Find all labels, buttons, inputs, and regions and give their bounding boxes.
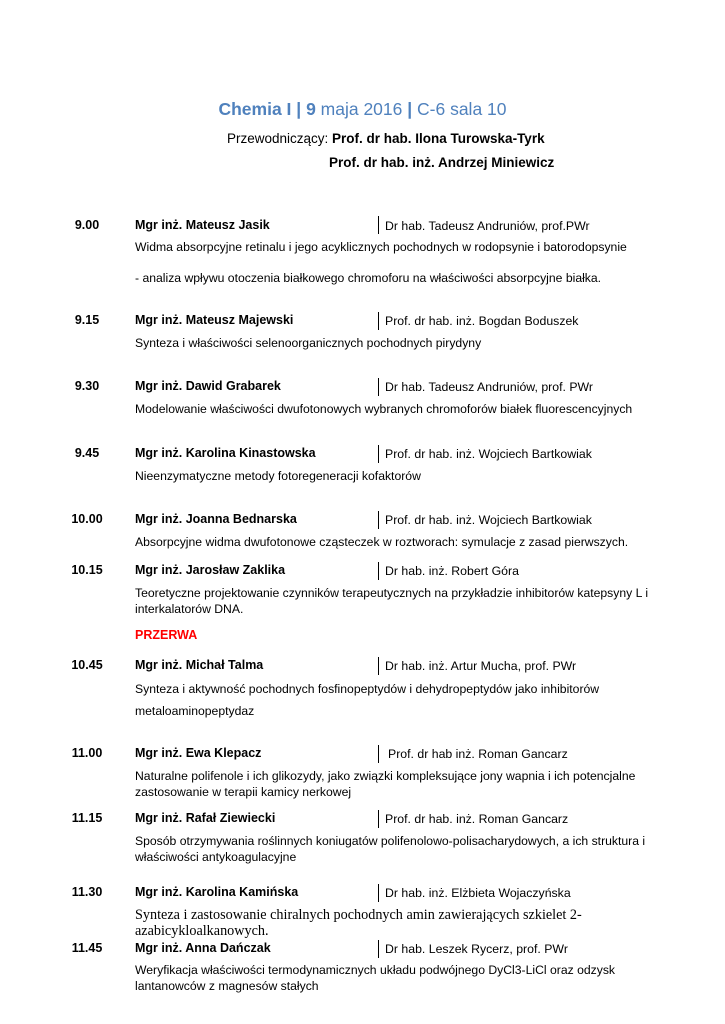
column-divider: [378, 810, 379, 828]
talk-time: 9.30: [74, 379, 100, 393]
talk-title: Teoretyczne projektowanie czynników terapeutycznych na przykładzie inhibitorów katepsyny L i interkalatorów DNA.: [135, 586, 649, 616]
talk-speaker: Mgr inż. Mateusz Jasik: [135, 218, 270, 232]
talk-title: Absorpcyjne widma dwufotonowe cząsteczek w roztworach: symulacje z zasad pierwszych.: [135, 535, 629, 549]
talk-supervisor: Prof. dr hab. inż. Wojciech Bartkowiak: [385, 447, 592, 461]
talk-speaker: Mgr inż. Anna Dańczak: [135, 941, 271, 955]
column-divider: [378, 940, 379, 958]
talk-supervisor: Prof. dr hab inż. Roman Gancarz: [388, 747, 568, 761]
talk-title: Synteza i zastosowanie chiralnych pochodnych amin zawierających szkielet 2-azabicykloalkanowych.: [135, 907, 582, 939]
talk-title: Synteza i właściwości selenoorganicznych pochodnych pirydyny: [135, 336, 482, 350]
talk-speaker: Mgr inż. Dawid Grabarek: [135, 379, 281, 393]
talk-supervisor: Dr hab. Tadeusz Andruniów, prof. PWr: [385, 380, 594, 394]
talk-time: 10.00: [71, 512, 103, 526]
talk-supervisor: Dr hab. Leszek Rycerz, prof. PWr: [385, 942, 568, 956]
talk-supervisor: Dr hab. inż. Robert Góra: [385, 564, 519, 578]
talk-title: Sposób otrzymywania roślinnych koniugatów polifenolowo-polisacharydowych, a ich struktura i właściwości antykoagulacyjne: [135, 834, 646, 864]
title-separator-2: |: [407, 99, 413, 119]
talk-speaker: Mgr inż. Joanna Bednarska: [135, 512, 297, 526]
talk-supervisor: Dr hab. inż. Artur Mucha, prof. PWr: [385, 659, 577, 673]
chair-2: Prof. dr hab. inż. Andrzej Miniewicz: [329, 155, 555, 170]
talk-time: 9.15: [74, 313, 100, 327]
column-divider: [378, 445, 379, 463]
chair-1: Prof. dr hab. Ilona Turowska-Tyrk: [332, 131, 545, 146]
talk-supervisor: Prof. dr hab. inż. Bogdan Boduszek: [385, 314, 579, 328]
column-divider: [378, 745, 379, 763]
talk-time: 11.15: [71, 811, 103, 825]
talk-title-continued: metaloaminopeptydaz: [135, 704, 255, 718]
talk-supervisor: Prof. dr hab. inż. Wojciech Bartkowiak: [385, 513, 592, 527]
talk-title: Weryfikacja właściwości termodynamicznych układu podwójnego DyCl3-LiCl oraz odzysk lantanowców z magnesów stałych: [135, 963, 616, 993]
talk-time: 10.15: [71, 563, 103, 577]
talk-time: 11.30: [71, 885, 103, 899]
talk-speaker: Mgr inż. Karolina Kinastowska: [135, 446, 316, 460]
talk-title: Widma absorpcyjne retinalu i jego acyklicznych pochodnych w rodopsynie i batorodopsynie: [135, 240, 627, 254]
column-divider: [378, 312, 379, 330]
talk-title: Nieenzymatyczne metody fotoregeneracji kofaktorów: [135, 469, 421, 483]
chair-label: Przewodniczący:: [227, 131, 333, 146]
session-day: 9: [306, 99, 316, 119]
column-divider: [378, 378, 379, 396]
talk-title: Synteza i aktywność pochodnych fosfinopeptydów i dehydropeptydów jako inhibitorów: [135, 682, 600, 696]
talk-speaker: Mgr inż. Jarosław Zaklika: [135, 563, 286, 577]
talk-supervisor: Dr hab. inż. Elżbieta Wojaczyńska: [385, 886, 571, 900]
session-room: C-6 sala 10: [412, 99, 507, 119]
talk-title-continued: - analiza wpływu otoczenia białkowego chromoforu na właściwości absorpcyjne białka.: [135, 271, 602, 285]
talk-speaker: Mgr inż. Mateusz Majewski: [135, 313, 294, 327]
talk-speaker: Mgr inż. Ewa Klepacz: [135, 746, 262, 760]
session-name: Chemia I: [218, 99, 292, 119]
break-label: PRZERWA: [135, 628, 198, 642]
talk-supervisor: Prof. dr hab. inż. Roman Gancarz: [385, 812, 569, 826]
talk-time: 11.45: [71, 941, 103, 955]
column-divider: [378, 511, 379, 529]
chairs-line-1: [227, 131, 545, 146]
talk-supervisor: Dr hab. Tadeusz Andruniów, prof.PWr: [385, 219, 590, 233]
talk-time: 9.00: [74, 218, 100, 232]
talk-speaker: Mgr inż. Michał Talma: [135, 658, 264, 672]
talk-title: Modelowanie właściwości dwufotonowych wybranych chromoforów białek fluorescencyjnych: [135, 402, 633, 416]
session-date: maja 2016: [315, 99, 408, 119]
session-title: [0, 99, 725, 120]
column-divider: [378, 216, 379, 234]
column-divider: [378, 562, 379, 580]
column-divider: [378, 884, 379, 902]
talk-time: 11.00: [71, 746, 103, 760]
talk-time: 10.45: [71, 658, 103, 672]
talk-speaker: Mgr inż. Karolina Kamińska: [135, 885, 299, 899]
title-separator: |: [291, 99, 307, 119]
column-divider: [378, 657, 379, 675]
talk-speaker: Mgr inż. Rafał Ziewiecki: [135, 811, 276, 825]
talk-title: Naturalne polifenole i ich glikozydy, jako związki kompleksujące jony wapnia i ich potencjalne zastosowanie w terapii kamicy nerkowej: [135, 769, 636, 799]
talk-time: 9.45: [74, 446, 100, 460]
